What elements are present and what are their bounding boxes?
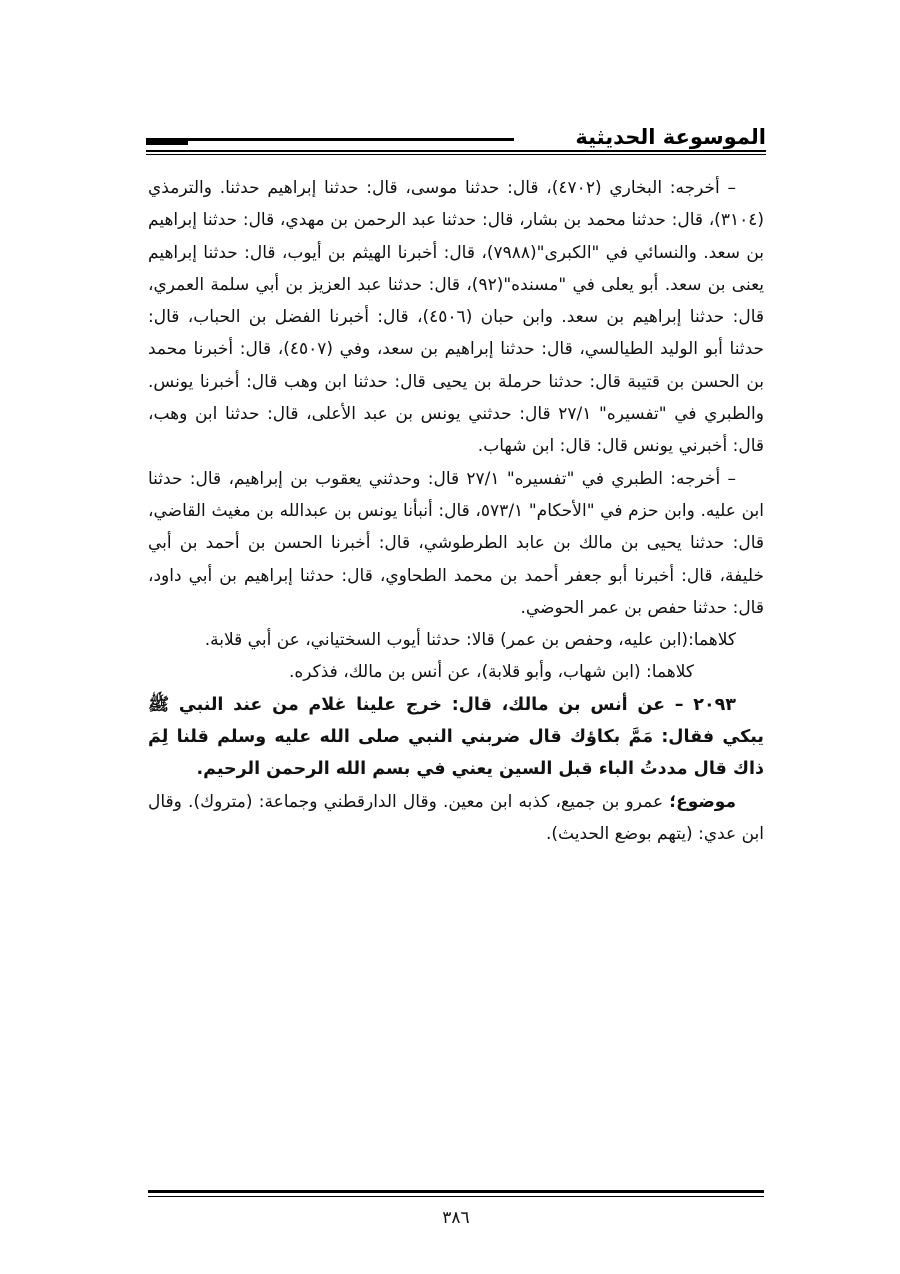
- page-header: [146, 118, 766, 162]
- paragraph-both-1: كلاهما:(ابن عليه، وحفص بن عمر) قالا: حدثنا أيوب السختياني، عن أبي قلابة.: [204, 630, 736, 651]
- header-bottom-rule-thin: [146, 154, 766, 155]
- page-number: ٣٨٦: [442, 1208, 470, 1228]
- verdict-text: عمرو بن جميع، كذبه ابن معين. وقال الدارقطني وجماعة: (متروك). وقال ابن عدي: (يتهم بوضع الحديث).: [148, 791, 764, 844]
- paragraph-takhrij-2: – أخرجه: الطبري في "تفسيره" ٢٧/١ قال: وحدثني يعقوب بن إبراهيم، قال: حدثنا ابن عليه. وابن حزم في "الأحكام" ٥٧٣/١، قال: أنبأنا يونس بن عبدالله بن مغيث القاضي، قال: حدثنا يحيى بن مالك بن عابد الطرطوشي، قال: أخبرنا الحسن بن أحمد بن أبي خليفة، قال: أخبرنا أبو جعفر أحمد بن محمد الطحاوي، قال: حدثنا إبراهيم بن أبي داود، قال: حدثنا حفص بن عمر الحوضي.: [148, 468, 764, 618]
- page-body: [148, 172, 764, 850]
- header-rule-long: [146, 138, 514, 141]
- footer-rule-thick: [148, 1190, 764, 1193]
- verdict-label: موضوع؛: [669, 791, 736, 812]
- hadith-text: ٢٠٩٣ – عن أنس بن مالك، قال: خرج علينا غلام من عند النبي ﷺ يبكي فقال: مَمَّ بكاؤك قال ضربني النبي صلى الله عليه وسلم قلنا لِمَ ذاك قال مددتُ الباء قبل السين يعني في بسم الله الرحمن الرحيم.: [148, 694, 764, 780]
- paragraph-both-2: كلاهما: (ابن شهاب، وأبو قلابة)، عن أنس بن مالك، فذكره.: [288, 662, 694, 683]
- paragraph-verdict: [148, 786, 764, 851]
- paragraph-takhrij-1: – أخرجه: البخاري (٤٧٠٢)، قال: حدثنا موسى، قال: حدثنا إبراهيم حدثنا. والترمذي (٣١٠٤)، قال: حدثنا محمد بن بشار، قال: حدثنا عبد الرحمن بن مهدي، قال: حدثنا إبراهيم بن سعد. والنسائي في "الكبرى"(٧٩٨٨)، قال: أخبرنا الهيثم بن أيوب، قال: حدثنا إبراهيم يعنى بن سعد. أبو يعلى في "مسنده"(٩٢)، قال: حدثنا عبد العزيز بن أبي سلمة العمري، قال: حدثنا إبراهيم بن سعد. وابن حبان (٤٥٠٦)، قال: أخبرنا الفضل بن الحباب، قال: حدثنا أبو الوليد الطيالسي، قال: حدثنا إبراهيم بن سعد، وفي (٤٥٠٧)، قال: أخبرنا محمد بن الحسن بن قتيبة قال: حدثنا حرملة بن يحيى قال: حدثنا ابن وهب قال: أخبرنا يونس. والطبري في "تفسيره" ٢٧/١ قال: حدثني يونس بن عبد الأعلى، قال: حدثنا ابن وهب، قال: أخبرني يونس قال: قال: ابن شهاب.: [148, 178, 765, 457]
- footer-rule-thin: [148, 1196, 764, 1197]
- header-title: الموسوعة الحديثية: [575, 125, 766, 149]
- header-bottom-rule: [146, 150, 766, 152]
